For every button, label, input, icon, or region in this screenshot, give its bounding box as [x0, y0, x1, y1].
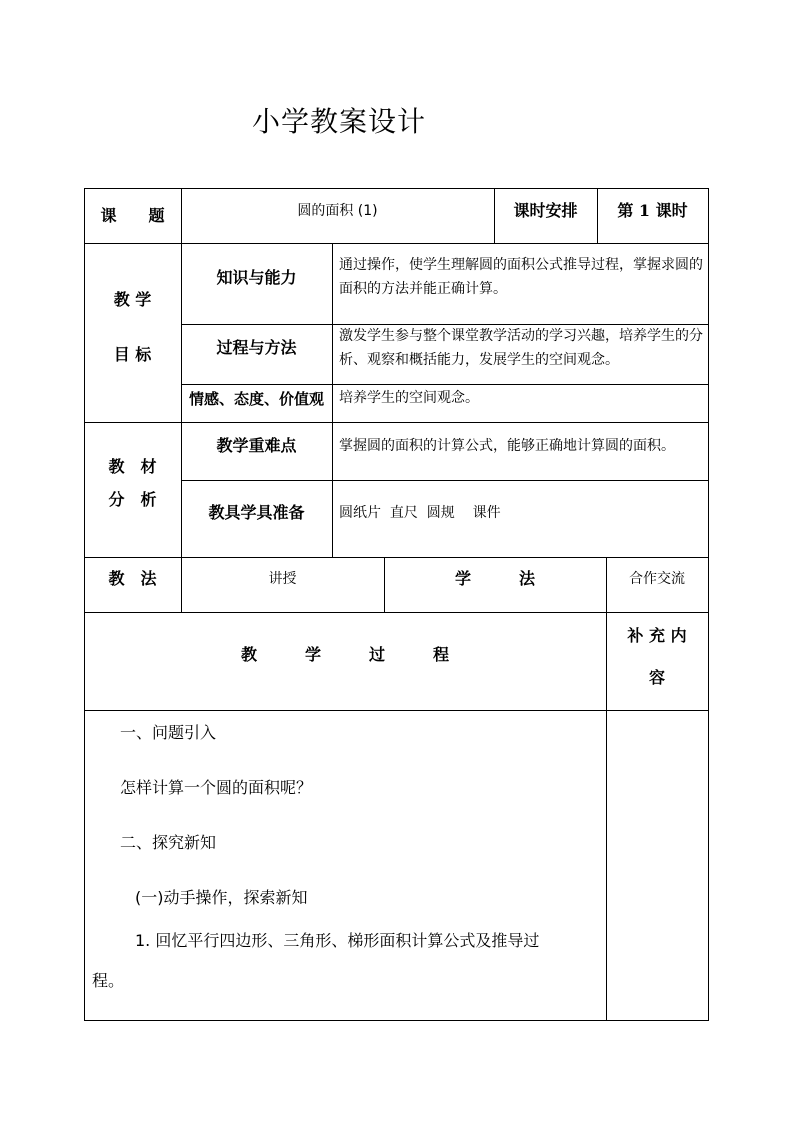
- goal-text-attitude: 培养学生的空间观念。: [339, 390, 479, 406]
- material-label-1: 教 材: [108, 457, 157, 476]
- table-line: [84, 1020, 709, 1021]
- subject-value: 圆的面积 (1): [297, 202, 378, 219]
- content-line: 1. 回忆平行四边形、三角形、梯形面积计算公式及推导过: [135, 931, 540, 950]
- method-label: 教 法: [108, 569, 157, 588]
- content-line: 二、探究新知: [120, 833, 217, 852]
- schedule-label: 课时安排: [513, 200, 578, 220]
- table-line: [708, 188, 709, 1021]
- goal-label-process: 过程与方法: [216, 338, 297, 357]
- content-line: 程。: [92, 971, 125, 990]
- material-text-keypoints: 掌握圆的面积的计算公式，能够正确地计算圆的面积。: [339, 438, 675, 454]
- table-line: [84, 612, 709, 613]
- table-line: [182, 480, 709, 481]
- study-value: 合作交流: [629, 571, 685, 587]
- material-label-tools: 教具学具准备: [208, 503, 305, 522]
- table-line: [84, 243, 709, 244]
- goal-text-process: 激发学生参与整个课堂教学活动的学习兴趣，培养学生的分析、观察和概括能力，发展学生的空间观念。: [339, 328, 703, 368]
- content-line: 怎样计算一个圆的面积呢？: [120, 778, 313, 797]
- goals-label-1: 教 学: [113, 290, 152, 309]
- material-label-keypoints: 教学重难点: [216, 436, 297, 455]
- table-line: [84, 422, 709, 423]
- goal-label-knowledge: 知识与能力: [216, 268, 297, 287]
- table-line: [84, 710, 709, 711]
- study-label: 学 法: [454, 569, 535, 588]
- goal-label-attitude: 情感、态度、价值观: [188, 390, 324, 408]
- schedule-value: 第 1 课时: [617, 200, 688, 220]
- goal-text-knowledge: 通过操作，使学生理解圆的面积公式推导过程，掌握求圆的面积的方法并能正确计算。: [339, 257, 703, 297]
- page-title: 小学教案设计: [252, 105, 427, 138]
- supplement-label-2: 容: [648, 668, 665, 687]
- subject-label: 课 题: [100, 205, 165, 225]
- content-line: 一、问题引入: [120, 723, 217, 742]
- supplement-label-1: 补 充 内: [627, 626, 687, 645]
- goals-label-2: 目 标: [113, 345, 152, 364]
- table-line: [332, 243, 333, 557]
- method-value: 讲授: [268, 571, 297, 587]
- content-line: (一)动手操作，探索新知: [135, 888, 308, 907]
- table-line: [84, 557, 709, 558]
- material-label-2: 分 析: [108, 490, 157, 509]
- material-text-tools: 圆纸片 直尺 圆规 课件: [339, 505, 501, 521]
- process-label: 教 学 过 程: [240, 645, 449, 664]
